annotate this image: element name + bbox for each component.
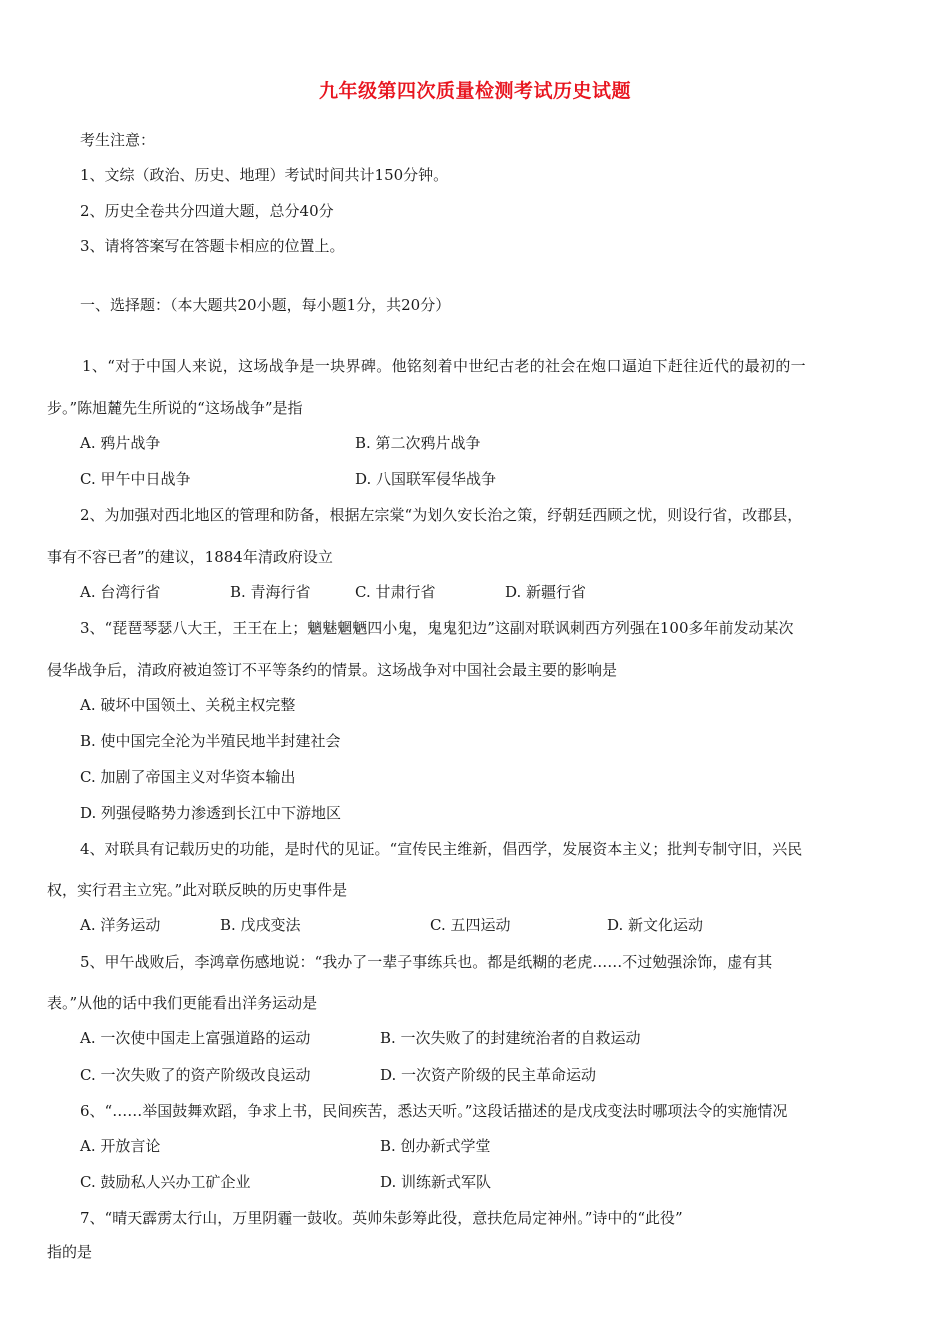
question-stem: 6、“……举国鼓舞欢蹈，争求上书，民间疾苦，悉达天听。”这段话描述的是戊戌变法时哪项法令的实施情况: [80, 1102, 788, 1120]
question-stem: 7、“晴天霹雳太行山，万里阴霾一鼓收。英帅朱彭筹此役，意扶危局定神州。”诗中的“此役”: [80, 1209, 683, 1227]
question-stem: 权，实行君主立宪。”此对联反映的历史事件是: [47, 881, 348, 899]
answer-option: A. 台湾行省: [80, 583, 161, 601]
answer-option: B. 戊戌变法: [220, 916, 301, 934]
question-stem: 4、对联具有记载历史的功能，是时代的见证。“宣传民主维新，倡西学，发展资本主义；批判专制守旧，兴民: [80, 840, 803, 858]
answer-option: B. 一次失败了的封建统治者的自救运动: [380, 1029, 641, 1047]
answer-option: B. 第二次鸦片战争: [355, 434, 481, 452]
answer-option: D. 一次资产阶级的民主革命运动: [380, 1066, 597, 1084]
question-stem: 事有不容已者”的建议，1884年清政府设立: [47, 548, 333, 566]
answer-option: A. 破坏中国领土、关税主权完整: [80, 696, 296, 714]
question-stem: 步。”陈旭麓先生所说的“这场战争”是指: [47, 399, 303, 417]
answer-option: B. 使中国完全沦为半殖民地半封建社会: [80, 732, 341, 750]
question-stem: 3、“琵琶琴瑟八大王，王王在上；魑魅魍魉四小鬼，鬼鬼犯边”这副对联讽刺西方列强在100多年前发动某次: [80, 619, 794, 637]
question-stem: 指的是: [47, 1243, 93, 1261]
answer-option: C. 一次失败了的资产阶级改良运动: [80, 1066, 311, 1084]
answer-option: D. 新文化运动: [607, 916, 704, 934]
notice-heading: 考生注意：: [80, 131, 156, 149]
answer-option: C. 甘肃行省: [355, 583, 436, 601]
question-stem: 5、甲午战败后，李鸿章伤感地说：“我办了一辈子事练兵也。都是纸糊的老虎……不过勉强涂饰，虚有其: [80, 953, 773, 971]
answer-option: C. 加剧了帝国主义对华资本输出: [80, 768, 296, 786]
answer-option: D. 新疆行省: [505, 583, 587, 601]
answer-option: A. 鸦片战争: [80, 434, 161, 452]
answer-option: A. 一次使中国走上富强道路的运动: [80, 1029, 311, 1047]
page-title: 九年级第四次质量检测考试历史试题: [318, 80, 631, 102]
question-stem: 1、“对于中国人来说，这场战争是一块界碑。他铭刻着中世纪古老的社会在炮口逼迫下赶往近代的最初的一: [82, 357, 807, 375]
notice-item: 2、历史全卷共分四道大题，总分40分: [80, 202, 334, 220]
answer-option: D. 八国联军侵华战争: [355, 470, 497, 488]
notice-item: 3、请将答案写在答题卡相应的位置上。: [80, 237, 345, 255]
answer-option: A. 开放言论: [80, 1137, 161, 1155]
answer-option: A. 洋务运动: [80, 916, 161, 934]
answer-option: D. 训练新式军队: [380, 1173, 492, 1191]
answer-option: C. 五四运动: [430, 916, 511, 934]
question-stem: 侵华战争后，清政府被迫签订不平等条约的情景。这场战争对中国社会最主要的影响是: [47, 661, 618, 679]
answer-option: B. 青海行省: [230, 583, 311, 601]
answer-option: C. 甲午中日战争: [80, 470, 191, 488]
answer-option: C. 鼓励私人兴办工矿企业: [80, 1173, 251, 1191]
notice-item: 1、文综（政治、历史、地理）考试时间共计150分钟。: [80, 166, 449, 184]
question-stem: 表。”从他的话中我们更能看出洋务运动是: [47, 994, 318, 1012]
section-heading: 一、选择题：（本大题共20小题，每小题1分，共20分）: [80, 296, 451, 314]
answer-option: B. 创办新式学堂: [380, 1137, 491, 1155]
answer-option: D. 列强侵略势力渗透到长江中下游地区: [80, 804, 342, 822]
question-stem: 2、为加强对西北地区的管理和防备，根据左宗棠“为划久安长治之策，纾朝廷西顾之忧，则设行省，改郡县，: [80, 506, 803, 524]
